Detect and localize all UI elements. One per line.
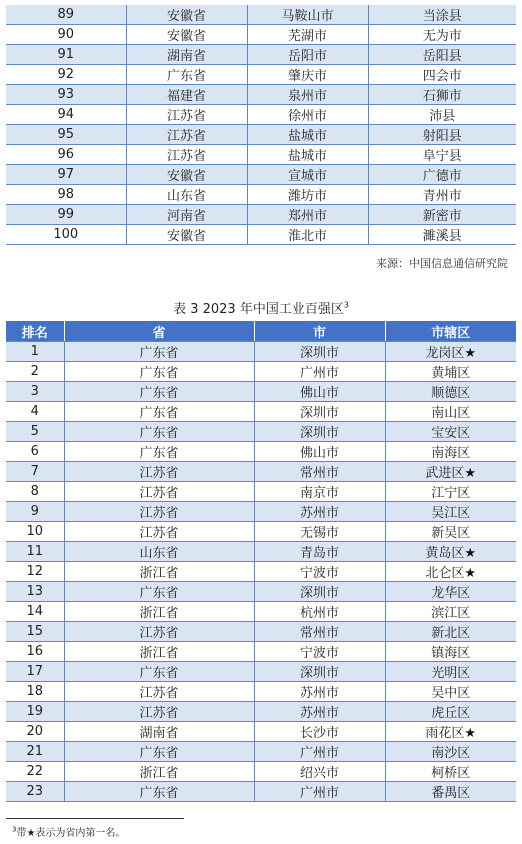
rank-cell: 21	[6, 742, 64, 762]
province-cell: 广东省	[64, 342, 254, 362]
rank-cell: 4	[6, 402, 64, 422]
city-cell: 深圳市	[254, 422, 385, 442]
city-cell: 泉州市	[247, 85, 368, 105]
table-row	[6, 442, 516, 462]
province-cell: 浙江省	[64, 562, 254, 582]
city-cell: 深圳市	[254, 342, 385, 362]
district-cell	[385, 342, 516, 362]
header-rank: 排名	[6, 321, 64, 342]
city-cell: 长沙市	[254, 722, 385, 742]
city-cell: 杭州市	[254, 602, 385, 622]
table-row	[6, 682, 516, 702]
city-cell: 宁波市	[254, 642, 385, 662]
city-cell: 广州市	[254, 782, 385, 802]
province-cell: 江苏省	[64, 502, 254, 522]
county-cell: 岳阳县	[368, 45, 516, 65]
rank-cell: 15	[6, 622, 64, 642]
province-cell: 广东省	[64, 422, 254, 442]
table-row	[6, 362, 516, 382]
footnote-ref: 3	[343, 300, 349, 310]
header-city: 市	[254, 321, 385, 342]
district-cell	[385, 782, 516, 802]
district-name: 新吴区	[431, 526, 471, 541]
rank-cell: 9	[6, 502, 64, 522]
table-row	[6, 25, 516, 45]
district-name: 南山区	[431, 406, 471, 421]
province-cell: 江苏省	[126, 105, 247, 125]
county-cell: 阜宁县	[368, 145, 516, 165]
district-cell	[385, 382, 516, 402]
county-cell: 当涂县	[368, 5, 516, 25]
province-cell: 江苏省	[64, 462, 254, 482]
province-cell: 广东省	[64, 742, 254, 762]
table-row	[6, 602, 516, 622]
city-cell: 郑州市	[247, 205, 368, 225]
rank-cell: 93	[6, 85, 126, 105]
ranking-table-continued	[6, 5, 516, 245]
district-name: 江宁区	[431, 486, 471, 501]
city-cell: 无锡市	[254, 522, 385, 542]
district-name: 宝安区	[431, 426, 471, 441]
province-cell: 安徽省	[126, 5, 247, 25]
district-cell	[385, 522, 516, 542]
district-name: 光明区	[431, 666, 471, 681]
district-cell	[385, 762, 516, 782]
county-cell: 新密市	[368, 205, 516, 225]
province-cell: 广东省	[64, 582, 254, 602]
county-cell: 沛县	[368, 105, 516, 125]
industrial-districts-table	[6, 321, 516, 802]
header-district: 市辖区	[385, 321, 516, 342]
rank-cell: 99	[6, 205, 126, 225]
table-title	[0, 298, 522, 317]
table-row	[6, 85, 516, 105]
district-cell	[385, 742, 516, 762]
city-cell: 常州市	[254, 462, 385, 482]
county-cell: 广德市	[368, 165, 516, 185]
city-cell: 苏州市	[254, 702, 385, 722]
star-icon: ★	[464, 566, 477, 581]
star-icon: ★	[464, 546, 477, 561]
city-cell: 佛山市	[254, 382, 385, 402]
city-cell: 苏州市	[254, 682, 385, 702]
county-cell: 石狮市	[368, 85, 516, 105]
star-icon: ★	[464, 726, 477, 741]
province-cell: 广东省	[64, 662, 254, 682]
district-cell	[385, 422, 516, 442]
city-cell: 淮北市	[247, 225, 368, 245]
table-row	[6, 185, 516, 205]
table-row	[6, 522, 516, 542]
city-cell: 盐城市	[247, 145, 368, 165]
table-row	[6, 782, 516, 802]
district-cell	[385, 622, 516, 642]
province-cell: 山东省	[126, 185, 247, 205]
district-cell	[385, 562, 516, 582]
rank-cell: 3	[6, 382, 64, 402]
rank-cell: 20	[6, 722, 64, 742]
rank-cell: 97	[6, 165, 126, 185]
province-cell: 湖南省	[64, 722, 254, 742]
district-name: 番禺区	[431, 786, 471, 801]
table-row	[6, 582, 516, 602]
district-name: 新北区	[431, 626, 471, 641]
province-cell: 湖南省	[126, 45, 247, 65]
city-cell: 盐城市	[247, 125, 368, 145]
district-name: 镇海区	[431, 646, 471, 661]
province-cell: 江苏省	[126, 145, 247, 165]
district-name: 北仑区	[425, 566, 465, 581]
district-cell	[385, 542, 516, 562]
city-cell: 马鞍山市	[247, 5, 368, 25]
province-cell: 广东省	[64, 362, 254, 382]
table-row	[6, 225, 516, 245]
rank-cell: 14	[6, 602, 64, 622]
rank-cell: 90	[6, 25, 126, 45]
city-cell: 广州市	[254, 362, 385, 382]
city-cell: 广州市	[254, 742, 385, 762]
rank-cell: 17	[6, 662, 64, 682]
district-cell	[385, 442, 516, 462]
table-row	[6, 205, 516, 225]
rank-cell: 91	[6, 45, 126, 65]
city-cell: 佛山市	[254, 442, 385, 462]
county-cell: 射阳县	[368, 125, 516, 145]
rank-cell: 1	[6, 342, 64, 362]
province-cell: 江苏省	[64, 702, 254, 722]
footnote-text: 带★表示为省内第一名。	[16, 828, 126, 839]
city-cell: 徐州市	[247, 105, 368, 125]
rank-cell: 13	[6, 582, 64, 602]
rank-cell: 96	[6, 145, 126, 165]
table-row	[6, 702, 516, 722]
province-cell: 浙江省	[64, 642, 254, 662]
table-row	[6, 662, 516, 682]
rank-cell: 95	[6, 125, 126, 145]
province-cell: 江苏省	[126, 125, 247, 145]
source-note: 来源：中国信息通信研究院	[376, 257, 508, 270]
district-name: 南海区	[431, 446, 471, 461]
province-cell: 浙江省	[64, 602, 254, 622]
rank-cell: 19	[6, 702, 64, 722]
rank-cell: 2	[6, 362, 64, 382]
district-cell	[385, 602, 516, 622]
district-name: 滨江区	[431, 606, 471, 621]
city-cell: 常州市	[254, 622, 385, 642]
rank-cell: 89	[6, 5, 126, 25]
county-cell: 四会市	[368, 65, 516, 85]
table-row	[6, 542, 516, 562]
city-cell: 潍坊市	[247, 185, 368, 205]
district-cell	[385, 502, 516, 522]
footnote-divider	[6, 818, 184, 819]
district-name: 龙华区	[431, 586, 471, 601]
city-cell: 岳阳市	[247, 45, 368, 65]
table-row	[6, 482, 516, 502]
rank-cell: 5	[6, 422, 64, 442]
district-name: 柯桥区	[431, 766, 471, 781]
province-cell: 安徽省	[126, 225, 247, 245]
province-cell: 河南省	[126, 205, 247, 225]
table-row	[6, 382, 516, 402]
table-row	[6, 342, 516, 362]
rank-cell: 12	[6, 562, 64, 582]
district-cell	[385, 642, 516, 662]
province-cell: 广东省	[64, 402, 254, 422]
district-name: 龙岗区	[425, 346, 465, 361]
industrial-districts-body	[6, 342, 516, 802]
rank-cell: 23	[6, 782, 64, 802]
city-cell: 宁波市	[254, 562, 385, 582]
table-row	[6, 145, 516, 165]
city-cell: 南京市	[254, 482, 385, 502]
district-name: 武进区	[425, 466, 465, 481]
table-row	[6, 562, 516, 582]
district-cell	[385, 362, 516, 382]
province-cell: 广东省	[64, 782, 254, 802]
province-cell: 安徽省	[126, 25, 247, 45]
rank-cell: 16	[6, 642, 64, 662]
city-cell: 深圳市	[254, 582, 385, 602]
district-name: 顺德区	[431, 386, 471, 401]
province-cell: 江苏省	[64, 482, 254, 502]
province-cell: 江苏省	[64, 682, 254, 702]
table-row	[6, 642, 516, 662]
district-cell	[385, 482, 516, 502]
district-cell	[385, 582, 516, 602]
district-cell	[385, 702, 516, 722]
city-cell: 深圳市	[254, 662, 385, 682]
rank-cell: 18	[6, 682, 64, 702]
district-name: 黄岛区	[425, 546, 465, 561]
table-row	[6, 125, 516, 145]
city-cell: 苏州市	[254, 502, 385, 522]
table-row	[6, 45, 516, 65]
province-cell: 广东省	[64, 442, 254, 462]
rank-cell: 6	[6, 442, 64, 462]
district-cell	[385, 682, 516, 702]
table-row	[6, 762, 516, 782]
header-province: 省	[64, 321, 254, 342]
district-cell	[385, 722, 516, 742]
city-cell: 宣城市	[247, 165, 368, 185]
table-row	[6, 502, 516, 522]
city-cell: 深圳市	[254, 402, 385, 422]
province-cell: 安徽省	[126, 165, 247, 185]
district-cell	[385, 462, 516, 482]
table-title-text: 表 3 2023 年中国工业百强区	[173, 302, 344, 317]
table-row	[6, 402, 516, 422]
table-row	[6, 105, 516, 125]
table-row	[6, 422, 516, 442]
table-header-row	[6, 321, 516, 342]
table-row	[6, 742, 516, 762]
table-row	[6, 65, 516, 85]
rank-cell: 11	[6, 542, 64, 562]
table-row	[6, 5, 516, 25]
ranking-table-body	[6, 5, 516, 245]
county-cell: 无为市	[368, 25, 516, 45]
rank-cell: 10	[6, 522, 64, 542]
province-cell: 福建省	[126, 85, 247, 105]
footnote-mark: 3	[12, 825, 17, 834]
county-cell: 青州市	[368, 185, 516, 205]
city-cell: 青岛市	[254, 542, 385, 562]
district-cell	[385, 402, 516, 422]
province-cell: 广东省	[126, 65, 247, 85]
table-row	[6, 165, 516, 185]
district-name: 黄埔区	[431, 366, 471, 381]
province-cell: 山东省	[64, 542, 254, 562]
rank-cell: 94	[6, 105, 126, 125]
table-row	[6, 622, 516, 642]
rank-cell: 22	[6, 762, 64, 782]
star-icon: ★	[464, 346, 477, 361]
district-cell	[385, 662, 516, 682]
city-cell: 芜湖市	[247, 25, 368, 45]
rank-cell: 92	[6, 65, 126, 85]
city-cell: 绍兴市	[254, 762, 385, 782]
county-cell: 濉溪县	[368, 225, 516, 245]
district-name: 雨花区	[425, 726, 465, 741]
province-cell: 江苏省	[64, 522, 254, 542]
rank-cell: 98	[6, 185, 126, 205]
province-cell: 广东省	[64, 382, 254, 402]
star-icon: ★	[464, 466, 477, 481]
rank-cell: 100	[6, 225, 126, 245]
table-row	[6, 722, 516, 742]
footnote	[12, 824, 125, 839]
rank-cell: 8	[6, 482, 64, 502]
district-name: 南沙区	[431, 746, 471, 761]
table-row	[6, 462, 516, 482]
district-name: 虎丘区	[431, 706, 471, 721]
city-cell: 肇庆市	[247, 65, 368, 85]
province-cell: 浙江省	[64, 762, 254, 782]
province-cell: 江苏省	[64, 622, 254, 642]
district-name: 吴江区	[431, 506, 471, 521]
rank-cell: 7	[6, 462, 64, 482]
district-name: 吴中区	[431, 686, 471, 701]
